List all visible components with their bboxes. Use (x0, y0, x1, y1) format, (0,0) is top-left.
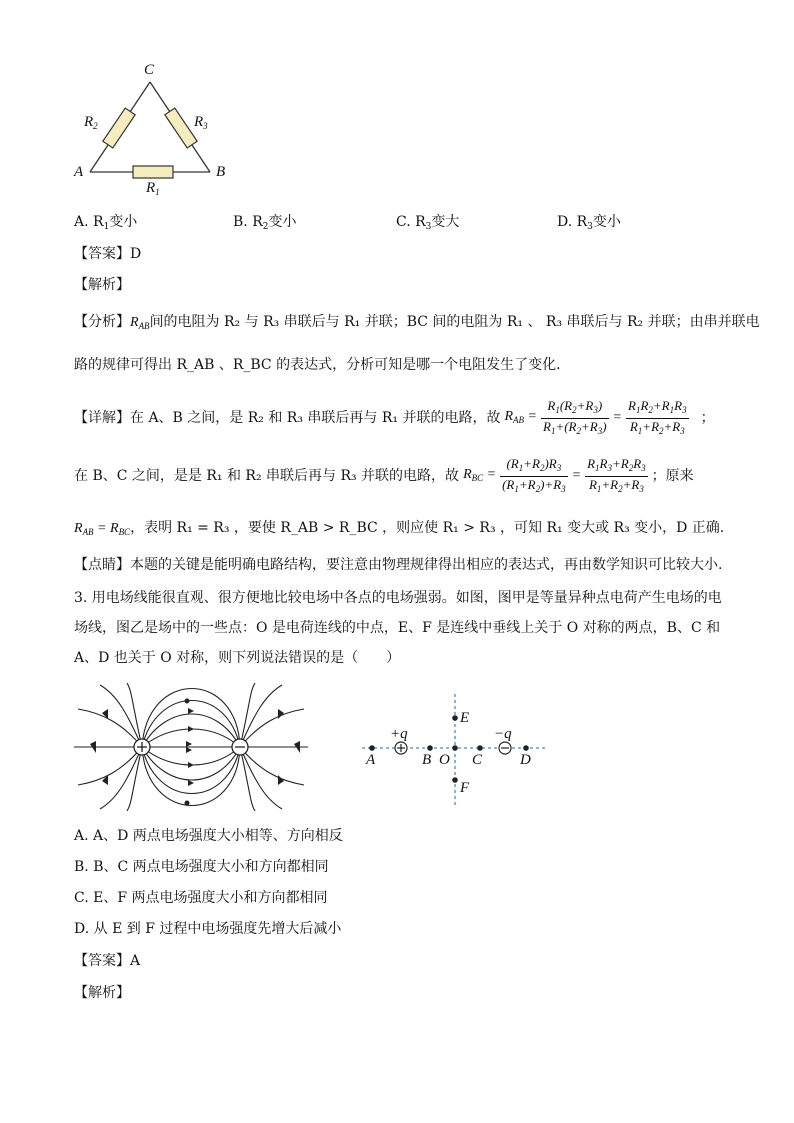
node-c-label: C (144, 62, 155, 78)
field-lines-figure (72, 683, 310, 811)
field-lines-svg (72, 683, 310, 811)
resistor-r3 (165, 108, 197, 148)
fraction-rab-2: $\frac{R_1R_2+R_1R_3}{R_1+R_2+R_3}$ (628, 397, 687, 436)
fraction-rbc-1: $\frac{(R_1+R_2)R_3}{(R_1+R_2)+R_3}$ (502, 455, 566, 494)
comment: 【点睛】本题的关键是能明确电路结构，要注意由物理规律得出相应的表达式，再由数学知识可比较大小. (74, 557, 723, 573)
q2-jiexi: 【解析】 (74, 277, 130, 293)
q2-option-a: A. $R_1$变小 (74, 214, 138, 232)
point-f-label: F (460, 780, 470, 796)
point-o-label: O (439, 752, 450, 768)
analysis-line1: 【分析】$R_{AB}$间的电阻为 R₂ 与 R₃ 串联后与 R₁ 并联；BC 间的电阻为 R₁ 、 R₃ 串联后与 R₂ 并联；由串并联电 (74, 314, 760, 331)
q3-jiexi: 【解析】 (74, 985, 130, 1001)
q2-option-b: B. $R_2$变小 (233, 214, 297, 232)
detail-line3: $R_{AB} = R_{BC}$，表明 R₁ = R₃ ，要使 R_AB > R_BC ，则应使 R₁ > R₃ ，可知 R₁ 变大或 R₃ 变小，D 正确. (74, 520, 725, 537)
fraction-rab-1: $\frac{R_1(R_2+R_3)}{R_1+(R_2+R_3)}$ (542, 397, 607, 436)
point-c-label: C (472, 752, 483, 768)
q3-option-b: B. B、C 两点电场强度大小和方向都相同 (74, 859, 329, 875)
circuit-diagram (70, 60, 240, 205)
node-b-label: B (216, 164, 226, 180)
detail-line2: 在 B、C 之间，是是 R₁ 和 R₂ 串联后再与 R₃ 并联的电路，故 $R_{BC}$ = $\frac{(R_1+R_2)R_3}{(R_1+R_2)+R_3}$ = $\frac{R_1R_3+R_2R_3}{R_1+R_2+R_3}$ ；原来 (74, 456, 694, 496)
q3-answer: 【答案】A (74, 953, 141, 969)
q2-option-c: C. $R_3$变大 (396, 214, 460, 232)
q3-option-d: D. 从 E 到 F 过程中电场强度先增大后减小 (74, 921, 342, 937)
resistor-r2 (103, 108, 135, 148)
q3-option-a: A. A、D 两点电场强度大小相等、方向相反 (74, 828, 343, 844)
point-a-label: A (366, 752, 376, 768)
analysis-line2: 路的规律可得出 R_AB 、R_BC 的表达式，分析可知是哪一个电阻发生了变化． (74, 357, 571, 373)
q3-line3: A、D 也关于 O 对称，则下列说法错误的是（ ） (74, 650, 401, 666)
q3-line1: 3. 用电场线能很直观、很方便地比较电场中各点的电场强弱。如图，图甲是等量异种点电荷产生电场的电 (74, 590, 722, 606)
r3-label: $R_3$ (194, 114, 208, 131)
q2-answer: 【答案】D (74, 246, 142, 262)
points-figure (360, 690, 550, 810)
point-b-label: B (422, 752, 432, 768)
points-svg (360, 690, 550, 810)
node-a-label: A (74, 164, 84, 180)
r1-label: $R_1$ (146, 180, 160, 197)
point-e-label: E (460, 710, 470, 726)
q2-option-d: D. $R_3$变小 (557, 214, 621, 232)
fraction-rbc-2: $\frac{R_1R_3+R_2R_3}{R_1+R_2+R_3}$ (587, 455, 646, 494)
detail-line1: 【详解】 在 A、B 之间，是 R₂ 和 R₃ 串联后再与 R₁ 并联的电路，故 $R_{AB}$ = $\frac{R_1(R_2+R_3)}{R_1+(R_2+R_3)}$ = $\frac{R_1R_2+R_1R_3}{R_1+R_2+R_3}$ ； (74, 398, 715, 438)
resistor-r1 (133, 166, 173, 178)
q3-option-c: C. E、F 两点电场强度大小和方向都相同 (74, 890, 328, 906)
r2-label: $R_2$ (84, 114, 98, 131)
point-d-label: D (520, 752, 531, 768)
q3-line2: 场线，图乙是场中的一些点：O 是电荷连线的中点，E、F 是连线中垂线上关于 O 对称的两点，B、C 和 (74, 620, 721, 636)
minus-q-label: −q (494, 726, 512, 742)
plus-q-label: +q (390, 726, 408, 742)
